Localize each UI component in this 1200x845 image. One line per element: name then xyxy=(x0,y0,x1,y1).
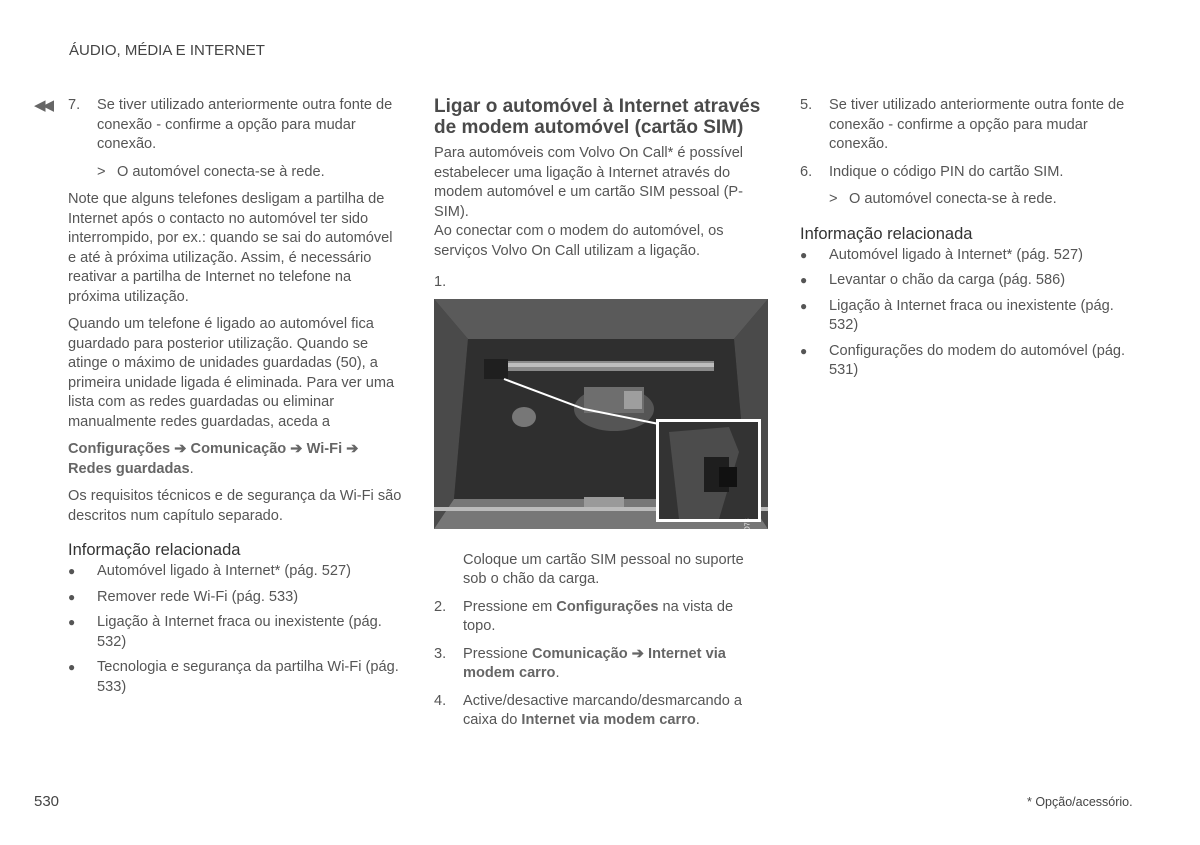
related-link[interactable]: ● Ligação à Internet fraca ou inexistente (pág. 532) xyxy=(800,297,1135,336)
sim-holder-detail xyxy=(659,422,758,519)
figure-code: G060078 xyxy=(744,518,752,548)
column-middle xyxy=(434,96,768,739)
step-3: 3. Pressione Comunicação ➔ Internet via modem carro. xyxy=(434,645,726,681)
related-link[interactable]: ● Automóvel ligado à Internet* (pág. 527) xyxy=(68,562,402,582)
related-list xyxy=(68,562,402,697)
step-1-text: Coloque um cartão SIM pessoal no suporte sob o chão da carga. xyxy=(463,551,744,587)
bullet-icon: ● xyxy=(800,247,808,262)
paragraph-saved-units: Quando um telefone é ligado ao automóvel fica guardado para posterior utilização. Quando se atinge o máximo de unidades guardadas (50), a primeira unidade ligada é eliminada. Para ver uma lista com as redes guardadas ou eliminar manualmente redes guardadas, aceda a xyxy=(68,316,395,430)
step-2: 2. Pressione em Configurações na vista de topo. xyxy=(434,598,734,634)
bullet-icon: ● xyxy=(800,273,808,287)
related-info-heading: Informação relacionada xyxy=(800,224,973,243)
path-redes-guardadas: Redes guardadas xyxy=(68,460,190,477)
path-wifi: Wi-Fi xyxy=(306,441,343,457)
step-1-number: 1. xyxy=(434,274,447,290)
bullet-icon: ● xyxy=(68,660,76,674)
step-6-result: > O automóvel conecta-se à rede. xyxy=(829,191,1057,207)
section-title: Ligar o automóvel à Internet através de modem automóvel (cartão SIM) xyxy=(434,96,761,138)
paragraph-internet-sharing: Note que alguns telefones desligam a partilha de Internet após o contacto no automóvel ter sido interrompido, por ex.: quando se sai do automóvel e até à próxima utilização. Assim, é necessário reativar a partilha de Internet no telefone na próxima utilização. xyxy=(68,191,393,305)
related-link[interactable]: ● Remover rede Wi-Fi (pág. 533) xyxy=(68,588,402,608)
bullet-icon: ● xyxy=(68,564,76,578)
path-configuracoes: Configurações xyxy=(68,441,171,457)
related-link[interactable]: ● Levantar o chão da carga (pág. 586) xyxy=(800,271,1135,291)
paragraph-wifi-requirements: Os requisitos técnicos e de segurança da Wi-Fi são descritos num capítulo separado. xyxy=(68,488,402,524)
menu-path: Configurações ➔ Comunicação ➔ Wi-Fi ➔ Redes guardadas. xyxy=(68,441,359,477)
detail-inset xyxy=(656,419,761,522)
column-left xyxy=(68,96,402,703)
bullet-icon: ● xyxy=(800,343,808,358)
bullet-icon: ● xyxy=(800,298,808,313)
page-header: ÁUDIO, MÉDIA E INTERNET xyxy=(69,42,265,59)
step-7-result: > O automóvel conecta-se à rede. xyxy=(97,163,325,180)
step-7: 7. Se tiver utilizado anteriormente outra fonte de conexão - confirme a opção para mudar conexão. xyxy=(68,97,393,152)
related-link[interactable]: ● Tecnologia e segurança da partilha Wi-Fi (pág. 533) xyxy=(68,658,402,697)
intro-paragraph-2: Ao conectar com o modem do automóvel, os serviços Volvo On Call utilizam a ligação. xyxy=(434,223,724,259)
arrow-icon: ➔ xyxy=(174,441,187,457)
related-link[interactable]: ● Configurações do modem do automóvel (pág. 531) xyxy=(800,342,1135,381)
page-number: 530 xyxy=(34,793,60,810)
related-link[interactable]: ● Ligação à Internet fraca ou inexistente (pág. 532) xyxy=(68,613,402,652)
bullet-icon: ● xyxy=(68,589,76,604)
previous-page-icon[interactable]: ◀◀ xyxy=(34,97,52,114)
step-6: 6. Indique o código PIN do cartão SIM. xyxy=(800,163,1064,180)
path-comunicacao: Comunicação xyxy=(190,441,287,457)
cargo-floor-photo xyxy=(434,299,768,548)
related-info-heading: Informação relacionada xyxy=(68,541,241,559)
arrow-icon: ➔ xyxy=(346,441,359,457)
related-list xyxy=(800,246,1135,381)
step-4: 4. Active/desactive marcando/desmarcando a caixa do Internet via modem carro. xyxy=(434,692,743,728)
footnote: * Opção/acessório. xyxy=(1027,795,1133,809)
step-5: 5. Se tiver utilizado anteriormente outra fonte de conexão - confirme a opção para mudar conexão. xyxy=(800,97,1125,152)
column-right xyxy=(800,96,1135,387)
related-link[interactable]: ● Automóvel ligado à Internet* (pág. 527) xyxy=(800,246,1135,266)
bullet-icon: ● xyxy=(68,615,76,629)
arrow-icon: ➔ xyxy=(290,441,303,457)
intro-paragraph: Para automóveis com Volvo On Call* é possível estabelecer uma ligação à Internet através do modem automóvel e um cartão SIM pessoal (P-SIM). xyxy=(434,145,744,220)
arrow-icon: ➔ xyxy=(631,645,644,662)
